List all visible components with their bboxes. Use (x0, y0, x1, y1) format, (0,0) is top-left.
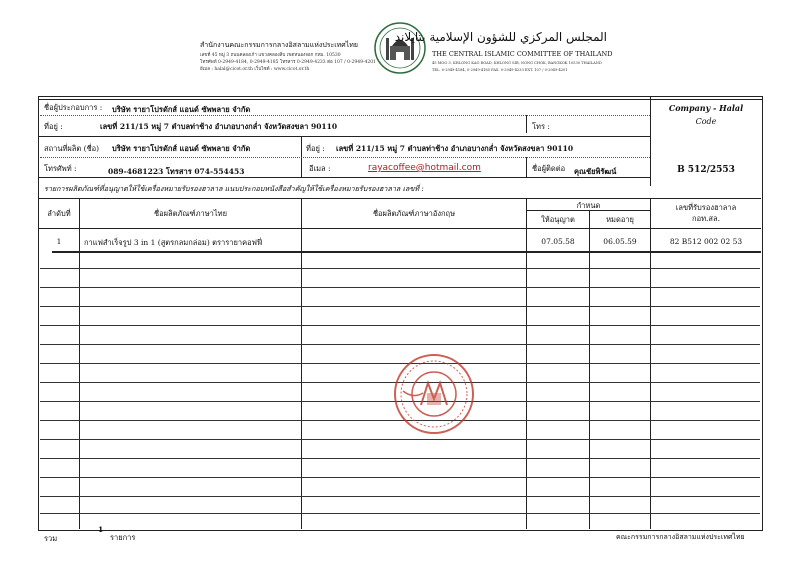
header-en-title: THE CENTRAL ISLAMIC COMMITTEE OF THAILAND (432, 50, 613, 58)
col-cert-header-2: กอท.สล. (692, 214, 720, 223)
header-ar-title: المجلس المركزي للشؤون الإسلامية بتايلاند (394, 30, 607, 44)
code-value: B 512/2553 (677, 165, 735, 175)
phone-label-top: โทร : (532, 122, 550, 131)
header-th-address: เลขที่ 45 หมู่ 3 ถนนคลองเก้า แขวงคลองสิบ เขตหนองจอก กทม. 10530 (200, 53, 341, 58)
col-expire-header: หมดอายุ (606, 215, 634, 224)
factory-address-label: ที่อยู่ : (306, 144, 325, 153)
col-name-en-header: ชื่อผลิตภัณฑ์ภาษาอังกฤษ (372, 209, 456, 218)
table-row-expire: 06.05.59 (603, 237, 637, 246)
email-value[interactable]: rayacoffee@hotmail.com (368, 163, 481, 173)
header-en-contact: TEL. 0-2949-4184, 0-2949-4185 FAX. 0-2949-4233 EXT. 107 / 0-2949-4201 (432, 68, 568, 72)
col-issue-header: ให้อนุญาต (541, 215, 575, 224)
form-frame (38, 96, 763, 531)
table-row-cert: 82 B512 002 02 53 (669, 237, 743, 246)
email-label: อีเมล : (309, 164, 331, 173)
factory-address-value: เลขที่ 211/15 หมู่ 7 ตำบลท่าช้าง อำเภอบางกล่ำ จังหวัดสงขลา 90110 (336, 144, 574, 153)
factory-label: สถานที่ผลิต (ชื่อ) (44, 144, 100, 153)
col-date-group-header: กำหนด (576, 201, 601, 210)
tel-label: โทรศัพท์ : (44, 164, 77, 173)
col-cert-header-1: เลขที่รับรองฮาลาล (675, 203, 737, 212)
header-en-address: 45 MOO 3, KHLONG KAO ROAD, KHLONG SIB, NONG CHOK, BANGKOK 10530 THAILAND (432, 61, 602, 65)
official-seal-stamp (393, 353, 475, 435)
address-value: เลขที่ 211/15 หมู่ 7 ตำบลท่าช้าง อำเภอบางกล่ำ จังหวัดสงขลา 90110 (100, 122, 338, 131)
factory-value: บริษัท รายาโปรดักส์ แอนด์ ซัพพลาย จำกัด (112, 144, 251, 153)
table-row-no: 1 (56, 237, 62, 246)
tel-value: 089-4681223 โทรสาร 074-554453 (108, 167, 245, 176)
list-note: รายการผลิตภัณฑ์ที่อนุญาตให้ใช้เครื่องหมายรับรองฮาลาล แนบประกอบหนังสือสำคัญให้ใช้เครื่องหมายรับรองฮาลาล เลขที่ : (44, 184, 424, 193)
contact-label: ชื่อผู้ติดต่อ (532, 164, 566, 173)
contact-value: คุณชัยพิรัฒน์ (574, 167, 617, 176)
seal-icon (393, 353, 475, 435)
header-th-contact-2: อีเมล : halal@cicot.or.th เว็บไซต์ : www.cicot.or.th (200, 67, 310, 72)
header-th-title: สำนักงานคณะกรรมการกลางอิสลามแห่งประเทศไทย (200, 41, 358, 49)
code-title-2: Code (695, 117, 717, 126)
col-name-th-header: ชื่อผลิตภัณฑ์ภาษาไทย (153, 209, 227, 218)
table-row-issue: 07.05.58 (541, 237, 575, 246)
footer-org: คณะกรรมการกลางอิสลามแห่งประเทศไทย (616, 533, 745, 541)
table-row-name-th: กาแฟสำเร็จรูป 3 in 1 (สูตรกลมกล่อม) ตรารายาคอฟฟี่ (84, 238, 263, 247)
company-label: ชื่อผู้ประกอบการ : (44, 103, 103, 112)
company-value: บริษัท รายาโปรดักส์ แอนด์ ซัพพลาย จำกัด (112, 105, 251, 114)
footer-total-count: 1 (98, 525, 104, 534)
header-th-contact: โทรศัพท์ 0-2949-4184, 0-2949-4185 โทรสาร 0-2949-4233 ต่อ 107 / 0-2949-4201 (200, 60, 376, 65)
footer-total-label: รวม (44, 534, 58, 543)
footer-total-unit: รายการ (110, 533, 136, 542)
code-title-1: Company - Halal (668, 103, 744, 113)
col-no-header: ลำดับที่ (47, 209, 71, 218)
address-label: ที่อยู่ : (44, 122, 63, 131)
